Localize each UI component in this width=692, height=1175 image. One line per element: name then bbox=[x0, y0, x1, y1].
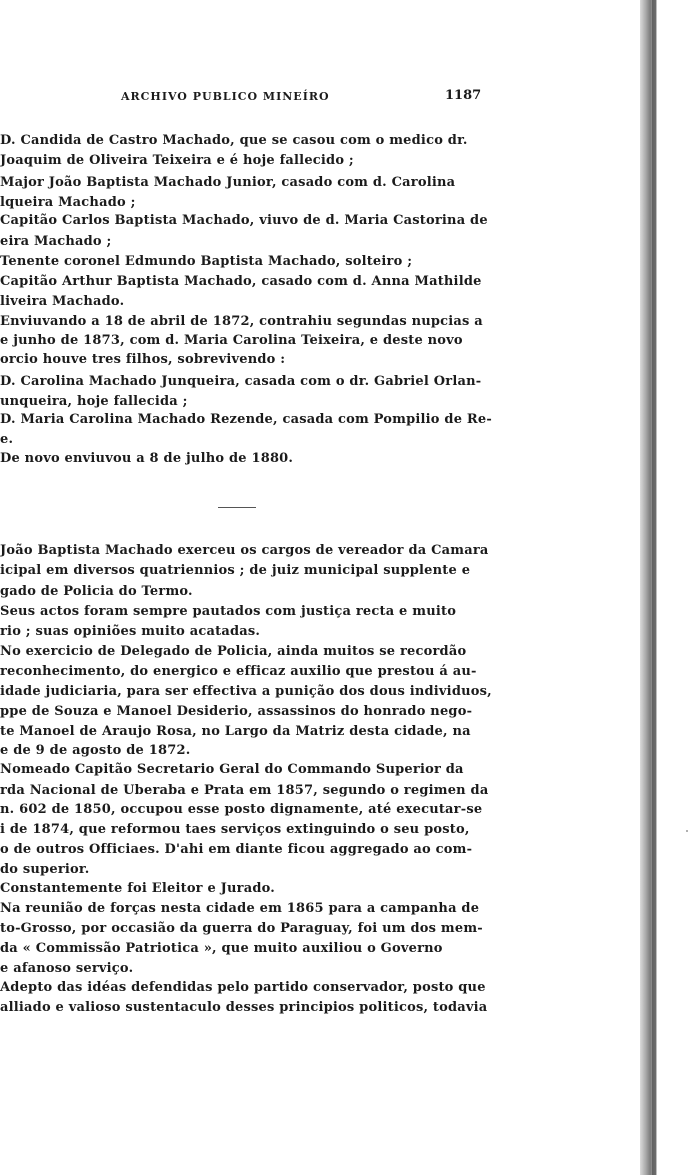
text-line: i de 1874, que reformou taes serviços extinguindo o seu posto, bbox=[0, 822, 470, 837]
text-line: da « Commissão Patriotica », que muito auxiliou o Governo bbox=[0, 941, 443, 956]
text-line: Tenente coronel Edmundo Baptista Machado, solteiro ; bbox=[0, 254, 413, 269]
page-header bbox=[0, 88, 482, 110]
text-line: ppe de Souza e Manoel Desiderio, assassinos do honrado nego- bbox=[0, 704, 473, 719]
text-line: orcio houve tres filhos, sobrevivendo : bbox=[0, 352, 286, 367]
text-line: Adepto das idéas defendidas pelo partido conservador, posto que bbox=[0, 980, 486, 995]
section-divider bbox=[218, 507, 256, 508]
text-line: o de outros Officiaes. D'ahi em diante ficou aggregado ao com- bbox=[0, 842, 473, 857]
text-line: lqueira Machado ; bbox=[0, 195, 136, 210]
text-line: e junho de 1873, com d. Maria Carolina Teixeira, e deste novo bbox=[0, 333, 463, 348]
page-number: 1187 bbox=[445, 88, 482, 103]
text-line: gado de Policia do Termo. bbox=[0, 584, 193, 599]
text-line: Nomeado Capitão Secretario Geral do Commando Superior da bbox=[0, 762, 464, 777]
text-line: eira Machado ; bbox=[0, 234, 112, 249]
text-line: alliado e valioso sustentaculo desses principios politicos, todavia bbox=[0, 1000, 488, 1015]
text-line: reconhecimento, do energico e efficaz auxilio que prestou á au- bbox=[0, 664, 477, 679]
text-line: n. 602 de 1850, occupou esse posto dignamente, até executar-se bbox=[0, 802, 483, 817]
text-line: Major João Baptista Machado Junior, casado com d. Carolina bbox=[0, 175, 456, 190]
text-line: No exercicio de Delegado de Policia, ainda muitos se recordão bbox=[0, 644, 467, 659]
text-line: do superior. bbox=[0, 862, 90, 877]
text-line: Na reunião de forças nesta cidade em 1865 para a campanha de bbox=[0, 901, 480, 916]
text-line: te Manoel de Araujo Rosa, no Largo da Matriz desta cidade, na bbox=[0, 724, 471, 739]
text-line: e afanoso serviço. bbox=[0, 961, 134, 976]
text-line: Constantemente foi Eleitor e Jurado. bbox=[0, 881, 275, 896]
paper-speck bbox=[686, 830, 688, 832]
text-line: unqueira, hoje fallecida ; bbox=[0, 394, 188, 409]
text-line: D. Maria Carolina Machado Rezende, casada com Pompilio de Re- bbox=[0, 412, 492, 427]
text-line: Capitão Arthur Baptista Machado, casado com d. Anna Mathilde bbox=[0, 274, 482, 289]
text-line: João Baptista Machado exerceu os cargos de vereador da Camara bbox=[0, 543, 489, 558]
text-line: D. Carolina Machado Junqueira, casada com o dr. Gabriel Orlan- bbox=[0, 374, 482, 389]
text-line: e de 9 de agosto de 1872. bbox=[0, 743, 191, 758]
text-line: icipal em diversos quatriennios ; de juiz municipal supplente e bbox=[0, 563, 471, 578]
text-line: D. Candida de Castro Machado, que se casou com o medico dr. bbox=[0, 133, 468, 148]
text-line: Seus actos foram sempre pautados com justiça recta e muito bbox=[0, 604, 457, 619]
text-line: De novo enviuvou a 8 de julho de 1880. bbox=[0, 451, 294, 466]
text-line: to-Grosso, por occasião da guerra do Paraguay, foi um dos mem- bbox=[0, 921, 483, 936]
text-line: Enviuvando a 18 de abril de 1872, contrahiu segundas nupcias a bbox=[0, 314, 483, 329]
text-line: rio ; suas opiniões muito acatadas. bbox=[0, 624, 261, 639]
book-spine-edge bbox=[652, 0, 656, 1175]
text-line: idade judiciaria, para ser effectiva a punição dos dous individuos, bbox=[0, 684, 492, 699]
text-line: liveira Machado. bbox=[0, 294, 125, 309]
text-line: Joaquim de Oliveira Teixeira e é hoje fallecido ; bbox=[0, 153, 354, 168]
text-line: e. bbox=[0, 432, 14, 447]
running-title: ARCHIVO PUBLICO MINEÍRO bbox=[121, 90, 330, 103]
text-line: Capitão Carlos Baptista Machado, viuvo de d. Maria Castorina de bbox=[0, 213, 488, 228]
text-line: rda Nacional de Uberaba e Prata em 1857, segundo o regimen da bbox=[0, 783, 489, 798]
